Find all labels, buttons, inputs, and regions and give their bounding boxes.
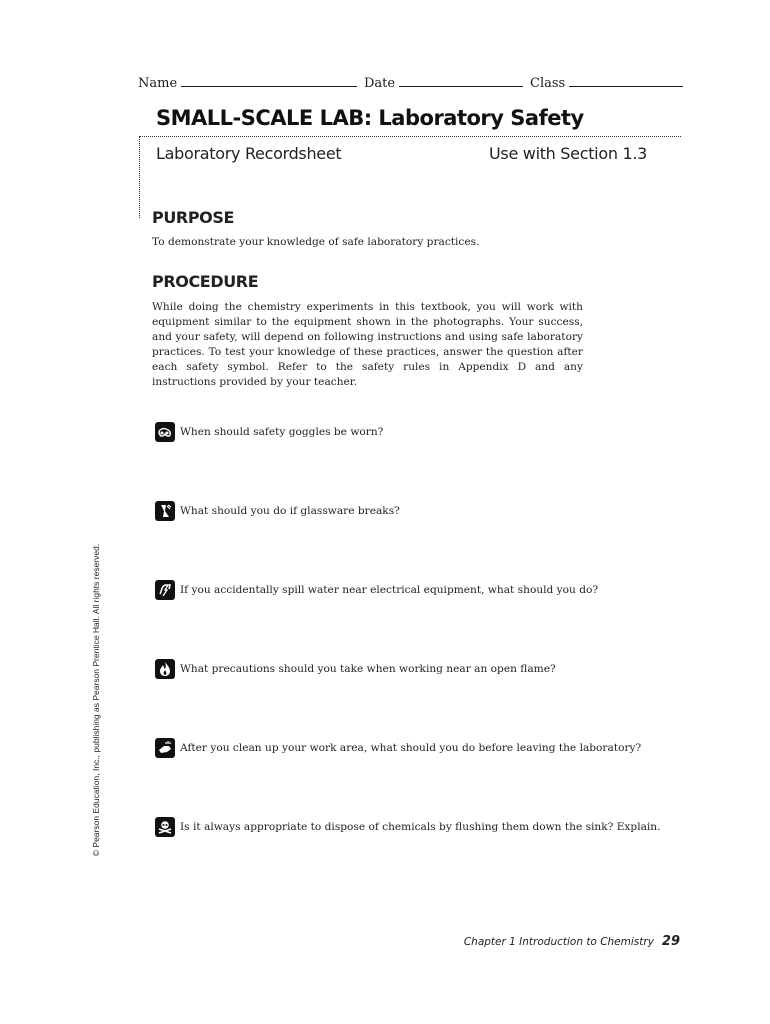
procedure-heading: PROCEDURE [152,272,259,291]
name-blank[interactable] [181,76,357,87]
question-text: If you accidentally spill water near electrical equipment, what should you do? [180,584,599,596]
chapter-label: Chapter 1 Introduction to Chemistry [463,936,654,948]
question-text: When should safety goggles be worn? [180,426,384,438]
question-item [155,657,556,681]
date-label: Date [364,76,396,91]
question-text: After you clean up your work area, what should you do before leaving the laboratory? [180,742,642,754]
class-label: Class [530,76,566,91]
copyright-text: © Pearson Education, Inc., publishing as Pearson Prentice Hall. All rights reserved. [91,543,101,857]
date-field[interactable] [364,76,523,91]
name-label: Name [138,76,178,91]
page-number: 29 [661,934,680,949]
question-item [155,499,400,523]
question-item [155,420,383,444]
broken-glassware-icon [155,501,175,521]
open-flame-icon [155,659,175,679]
date-blank[interactable] [399,76,523,87]
chemical-disposal-icon [155,817,175,837]
safety-goggles-icon [155,422,175,442]
question-item [155,578,598,602]
question-text: Is it always appropriate to dispose of chemicals by flushing them down the sink? Explain. [180,821,661,833]
page-title: SMALL-SCALE LAB: Laboratory Safety [156,106,584,130]
class-blank[interactable] [569,76,683,87]
name-field[interactable] [138,76,357,91]
margin-divider [139,136,140,218]
hand-washing-icon [155,738,175,758]
recordsheet-label: Laboratory Recordsheet [156,144,342,163]
page-footer [464,934,680,949]
class-field[interactable] [530,76,683,91]
purpose-heading: PURPOSE [152,208,235,227]
title-divider [139,136,681,137]
procedure-text: While doing the chemistry experiments in this textbook, you will work with equipment similar to the equipment shown in the photographs. Your success, and your safety, will depend on following instructions and using safe laboratory practices. To test your knowledge of these practices, answer the question after each safety symbol. Refer to the safety rules in Appendix D and any instructions provided by your teacher. [152,301,583,388]
question-text: What should you do if glassware breaks? [180,505,400,517]
question-text: What precautions should you take when working near an open flame? [180,663,556,675]
section-label: Use with Section 1.3 [489,144,647,163]
question-item [155,815,660,839]
electrical-safety-icon [155,580,175,600]
purpose-text: To demonstrate your knowledge of safe laboratory practices. [152,236,480,248]
question-item [155,736,641,760]
